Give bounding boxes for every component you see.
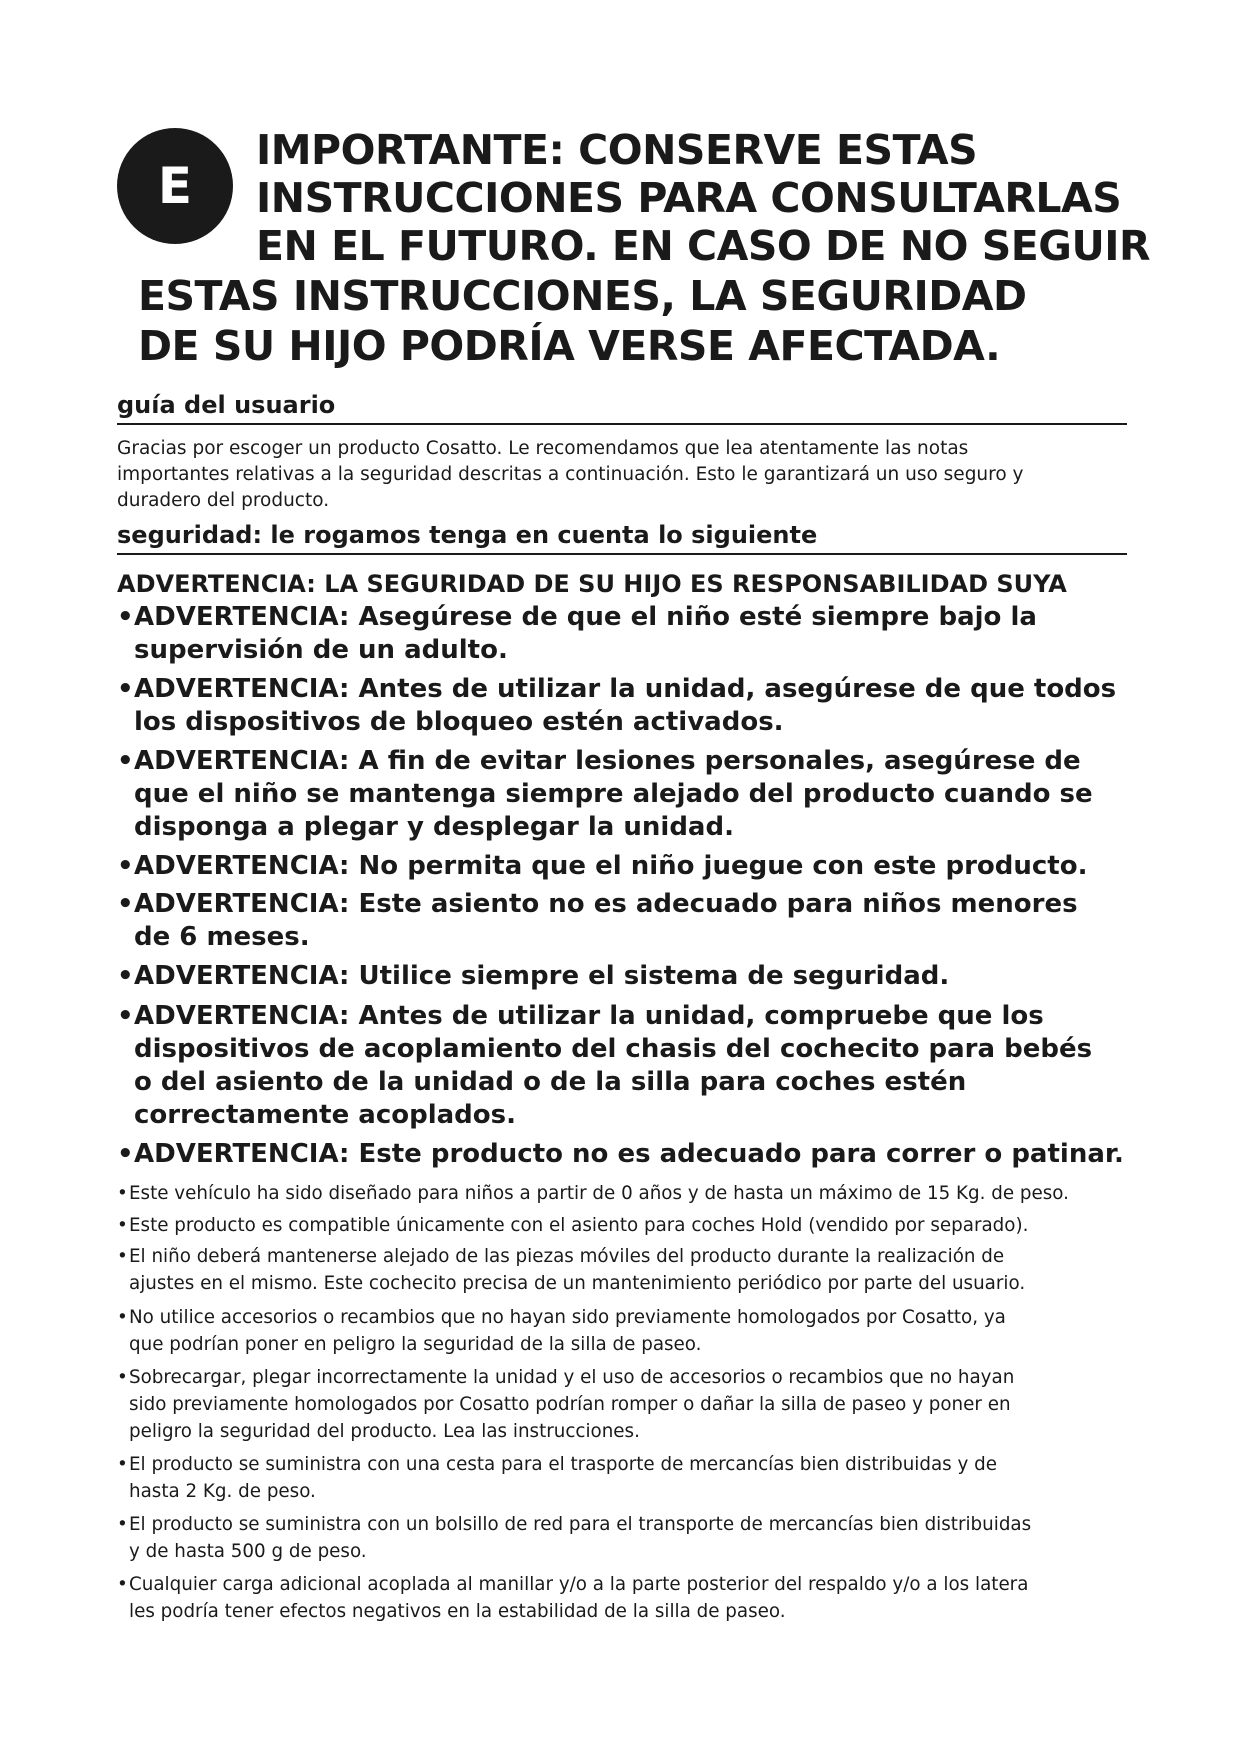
note-text: Este vehículo ha sido diseñado para niños a partir de 0 años y de hasta un máximo de 15 Kg. de peso. bbox=[129, 1183, 1069, 1204]
note-text: y de hasta 500 g de peso. bbox=[129, 1541, 367, 1562]
note-text: peligro la seguridad del producto. Lea las instrucciones. bbox=[129, 1421, 640, 1442]
user-guide-intro bbox=[117, 436, 1127, 514]
warning-label: ADVERTENCIA: bbox=[134, 1001, 350, 1031]
warning-text: o del asiento de la unidad o de la silla para coches estén bbox=[134, 1067, 967, 1097]
heading-line: ESTAS INSTRUCCIONES, LA SEGURIDAD bbox=[138, 272, 1027, 320]
bullet: • bbox=[117, 1574, 128, 1595]
note-item bbox=[117, 1304, 1141, 1358]
note-text: hasta 2 Kg. de peso. bbox=[129, 1481, 316, 1502]
note-item bbox=[117, 1180, 1141, 1207]
note-item bbox=[117, 1243, 1141, 1297]
warning-text: Asegúrese de que el niño esté siempre bajo la bbox=[358, 602, 1037, 632]
warning-label: ADVERTENCIA: bbox=[134, 1139, 350, 1169]
warning-item bbox=[117, 850, 1144, 883]
note-text: No utilice accesorios o recambios que no hayan sido previamente homologados por Cosatto, ya bbox=[129, 1307, 1006, 1328]
warning-text: correctamente acoplados. bbox=[134, 1100, 517, 1130]
note-text: Cualquier carga adicional acoplada al manillar y/o a la parte posterior del respaldo y/o a los latera bbox=[129, 1574, 1029, 1595]
bullet: • bbox=[117, 1514, 128, 1535]
user-guide-title: guía del usuario bbox=[117, 391, 1127, 425]
note-text: El producto se suministra con una cesta para el trasporte de mercancías bien distribuidas y de bbox=[129, 1454, 997, 1475]
warning-item bbox=[117, 1000, 1144, 1132]
warning-label: ADVERTENCIA: bbox=[134, 851, 350, 881]
intro-line: importantes relativas a la seguridad descritas a continuación. Esto le garantizará un uso seguro y bbox=[117, 464, 1024, 485]
warning-text: Este asiento no es adecuado para niños menores bbox=[358, 889, 1078, 919]
bullet: • bbox=[117, 1001, 134, 1031]
bullet: • bbox=[117, 1139, 134, 1169]
warning-item bbox=[117, 673, 1144, 739]
warning-label: ADVERTENCIA: bbox=[134, 674, 350, 704]
note-item bbox=[117, 1451, 1141, 1505]
bullet: • bbox=[117, 1454, 128, 1475]
warning-text: Utilice siempre el sistema de seguridad. bbox=[358, 961, 950, 991]
note-item bbox=[117, 1212, 1141, 1239]
warning-text: Este producto no es adecuado para correr o patinar. bbox=[358, 1139, 1124, 1169]
warning-text: A fin de evitar lesiones personales, asegúrese de bbox=[358, 746, 1081, 776]
warning-item bbox=[117, 1138, 1144, 1171]
note-item bbox=[117, 1571, 1141, 1625]
warning-text: que el niño se mantenga siempre alejado del producto cuando se bbox=[134, 779, 1093, 809]
bullet: • bbox=[117, 889, 134, 919]
language-badge: E bbox=[117, 128, 233, 244]
warning-heading: ADVERTENCIA: LA SEGURIDAD DE SU HIJO ES RESPONSABILIDAD SUYA bbox=[117, 570, 1067, 598]
bullet: • bbox=[117, 1246, 128, 1267]
note-item bbox=[117, 1511, 1141, 1565]
note-text: Sobrecargar, plegar incorrectamente la unidad y el uso de accesorios o recambios que no hayan bbox=[129, 1367, 1015, 1388]
note-text: les podría tener efectos negativos en la estabilidad de la silla de paseo. bbox=[129, 1601, 786, 1622]
heading-line: EN EL FUTURO. EN CASO DE NO SEGUIR bbox=[256, 222, 1151, 270]
bullet: • bbox=[117, 851, 134, 881]
warning-item bbox=[117, 960, 1144, 993]
bullet: • bbox=[117, 674, 134, 704]
note-item bbox=[117, 1364, 1141, 1445]
warning-text: dispositivos de acoplamiento del chasis del cochecito para bebés bbox=[134, 1034, 1093, 1064]
intro-line: Gracias por escoger un producto Cosatto. Le recomendamos que lea atentamente las notas bbox=[117, 438, 969, 459]
bullet: • bbox=[117, 1367, 128, 1388]
warning-text: supervisión de un adulto. bbox=[134, 635, 508, 665]
bullet: • bbox=[117, 961, 134, 991]
note-text: El producto se suministra con un bolsillo de red para el transporte de mercancías bien distribuidas bbox=[129, 1514, 1032, 1535]
bullet: • bbox=[117, 602, 134, 632]
warning-text: los dispositivos de bloqueo estén activados. bbox=[134, 707, 784, 737]
heading-line: DE SU HIJO PODRÍA VERSE AFECTADA. bbox=[138, 322, 1001, 370]
warning-label: ADVERTENCIA: bbox=[134, 961, 350, 991]
note-text: El niño deberá mantenerse alejado de las piezas móviles del producto durante la realización de bbox=[129, 1246, 1005, 1267]
warning-label: ADVERTENCIA: bbox=[134, 602, 350, 632]
heading-line: INSTRUCCIONES PARA CONSULTARLAS bbox=[256, 174, 1122, 222]
bullet: • bbox=[117, 1215, 128, 1236]
intro-line: duradero del producto. bbox=[117, 490, 330, 511]
warning-text: Antes de utilizar la unidad, asegúrese de que todos bbox=[358, 674, 1117, 704]
warning-label: ADVERTENCIA: bbox=[134, 746, 350, 776]
note-text: sido previamente homologados por Cosatto podrían romper o dañar la silla de paseo y poner en bbox=[129, 1394, 1011, 1415]
note-text: Este producto es compatible únicamente con el asiento para coches Hold (vendido por separado). bbox=[129, 1215, 1029, 1236]
warning-item bbox=[117, 601, 1144, 667]
heading-line: IMPORTANTE: CONSERVE ESTAS bbox=[256, 126, 978, 174]
note-text: que podrían poner en peligro la seguridad de la silla de paseo. bbox=[129, 1334, 702, 1355]
safety-title: seguridad: le rogamos tenga en cuenta lo siguiente bbox=[117, 521, 1127, 555]
warning-text: Antes de utilizar la unidad, compruebe que los bbox=[358, 1001, 1044, 1031]
warning-item bbox=[117, 745, 1144, 844]
warning-label: ADVERTENCIA: bbox=[134, 889, 350, 919]
warning-item bbox=[117, 888, 1144, 954]
warning-text: No permita que el niño juegue con este producto. bbox=[358, 851, 1088, 881]
note-text: ajustes en el mismo. Este cochecito precisa de un mantenimiento periódico por parte del usuario. bbox=[129, 1273, 1026, 1294]
warning-text: de 6 meses. bbox=[134, 922, 310, 952]
warning-text: disponga a plegar y desplegar la unidad. bbox=[134, 812, 734, 842]
bullet: • bbox=[117, 1183, 128, 1204]
bullet: • bbox=[117, 746, 134, 776]
bullet: • bbox=[117, 1307, 128, 1328]
